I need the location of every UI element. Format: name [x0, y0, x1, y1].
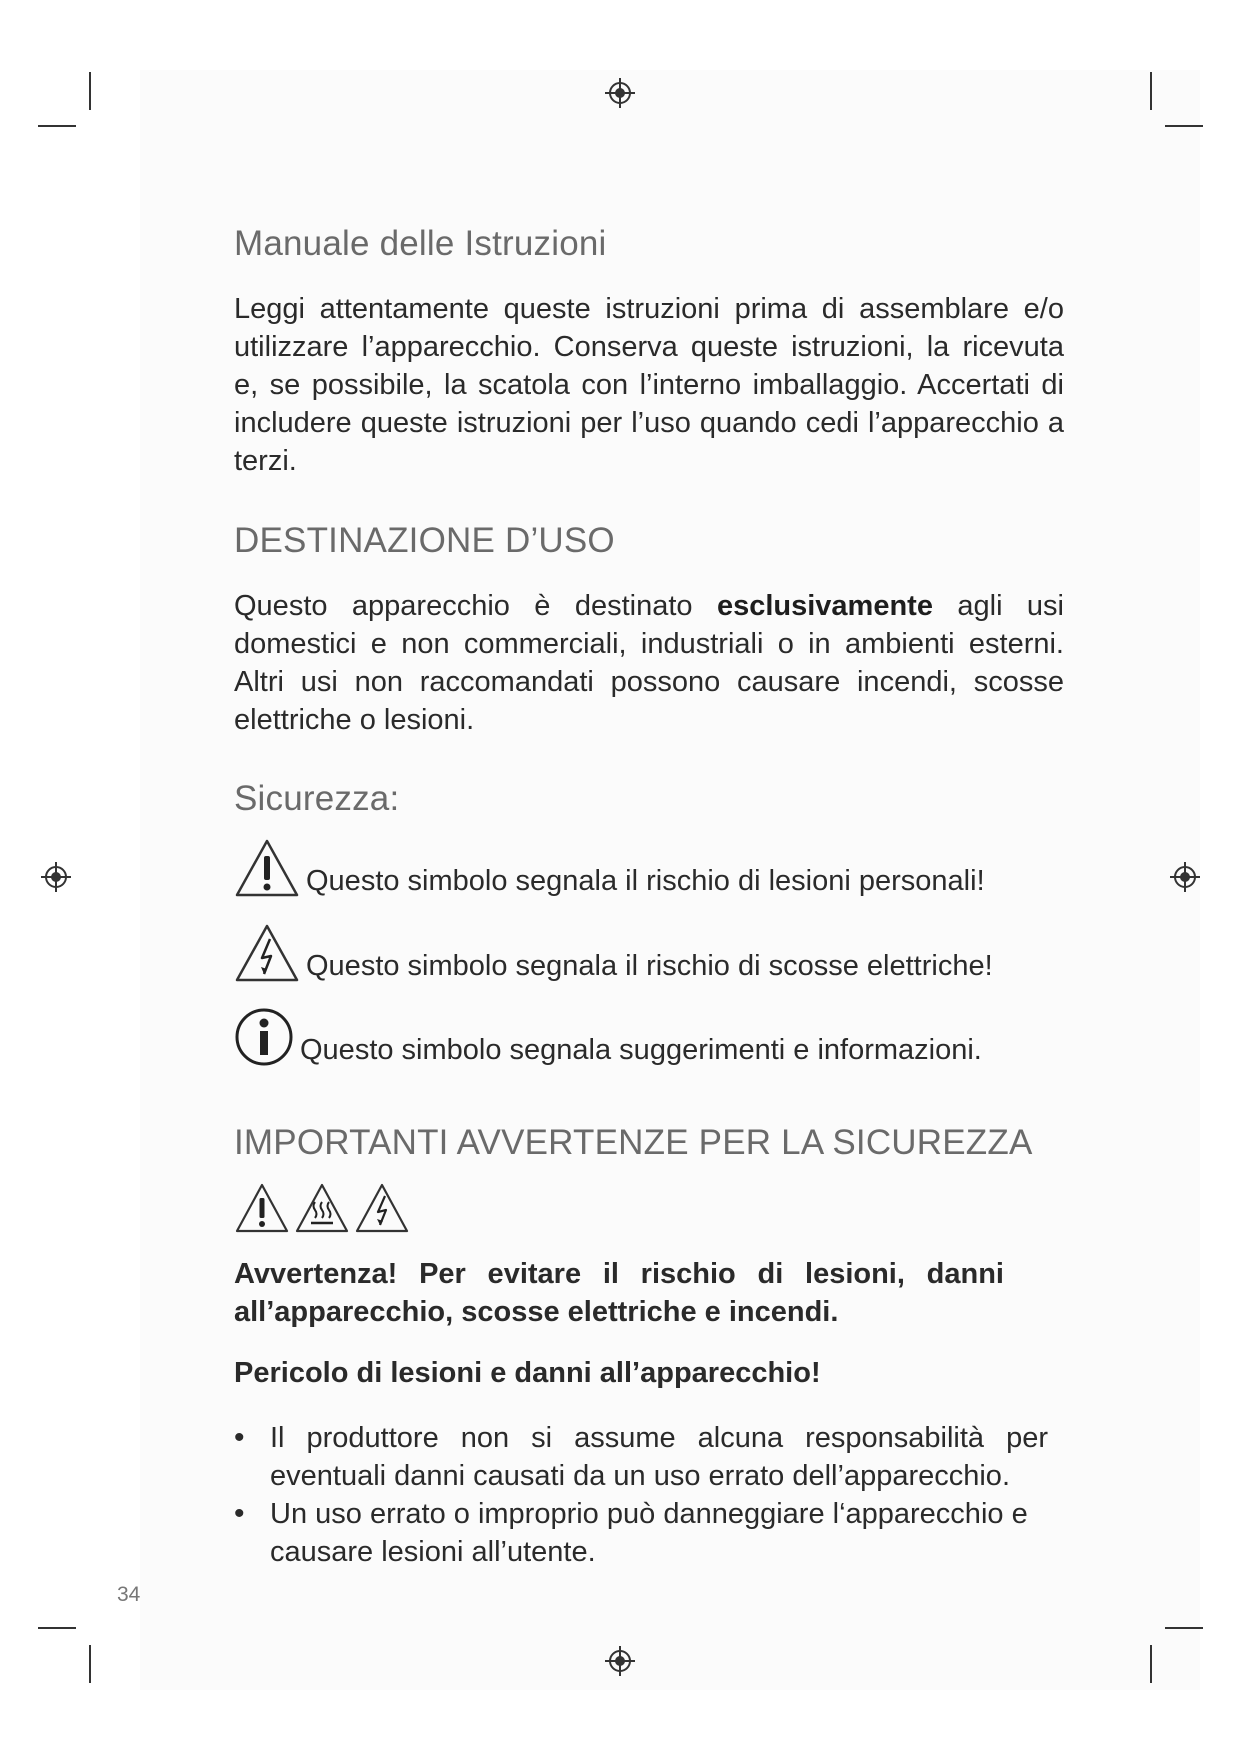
list-item: • Il produttore non si assume alcuna responsabilità per eventuali danni causati da un uso errato dell’apparecchio. [234, 1419, 1084, 1495]
info-icon [234, 1007, 294, 1067]
crop-mark [38, 1627, 76, 1629]
crop-mark [1150, 72, 1152, 110]
section-heading-sicurezza: Sicurezza: [234, 779, 400, 818]
section-heading-destinazione: DESTINAZIONE D’USO [234, 521, 615, 560]
hot-surface-icon [294, 1182, 350, 1234]
section-heading-avvertenze: IMPORTANTI AVVERTENZE PER LA SICUREZZA [234, 1123, 1033, 1162]
destinazione-paragraph: Questo apparecchio è destinato esclusivamente agli usi domestici e non commerciali, industriali o in ambienti esterni. Altri usi non raccomandati possono causare incendi, scosse elettriche o lesioni. [234, 590, 1064, 736]
crop-mark [89, 72, 91, 110]
symbol-description: Questo simbolo segnala il rischio di lesioni personali! [306, 865, 985, 897]
symbol-row [234, 923, 993, 983]
page-number: 34 [117, 1583, 141, 1606]
symbol-description: Questo simbolo segnala il rischio di scosse elettriche! [306, 950, 993, 982]
danger-subheading: Pericolo di lesioni e danni all’apparecchio! [234, 1357, 821, 1389]
warning-exclamation-icon [234, 1182, 290, 1234]
symbol-description: Questo simbolo segnala suggerimenti e informazioni. [300, 1034, 982, 1066]
symbol-row [234, 1007, 982, 1067]
electric-hazard-icon [234, 923, 300, 983]
registration-mark-icon [605, 1646, 635, 1676]
warning-text: Avvertenza! Per evitare il rischio di lesioni, danni all’apparecchio, scosse elettriche e incendi. [234, 1258, 1004, 1328]
warning-exclamation-icon [234, 838, 300, 898]
emphasis-text: esclusivamente [716, 590, 933, 622]
crop-mark [1165, 125, 1203, 127]
registration-mark-icon [41, 862, 71, 892]
list-item: • Un uso errato o improprio può danneggiare l‘apparecchio e causare lesioni all’utente. [234, 1495, 1084, 1571]
registration-mark-icon [605, 78, 635, 108]
symbol-row [234, 838, 985, 898]
crop-mark [1165, 1627, 1203, 1629]
hazard-icons-group [234, 1182, 410, 1234]
intro-paragraph: Leggi attentamente queste istruzioni prima di assemblare e/o utilizzare l’apparecchio. Conserva queste istruzioni, la ricevuta e, se possibile, la scatola con l’interno imballaggio. Accertati di includere queste istruzioni per l’uso quando cedi l’apparecchio a terzi. [234, 293, 1064, 477]
registration-mark-icon [1170, 862, 1200, 892]
crop-mark [38, 125, 76, 127]
crop-mark [89, 1645, 91, 1683]
electric-hazard-icon [354, 1182, 410, 1234]
page-title: Manuale delle Istruzioni [234, 224, 607, 263]
crop-mark [1150, 1645, 1152, 1683]
safety-bullet-list [234, 1419, 1084, 1571]
